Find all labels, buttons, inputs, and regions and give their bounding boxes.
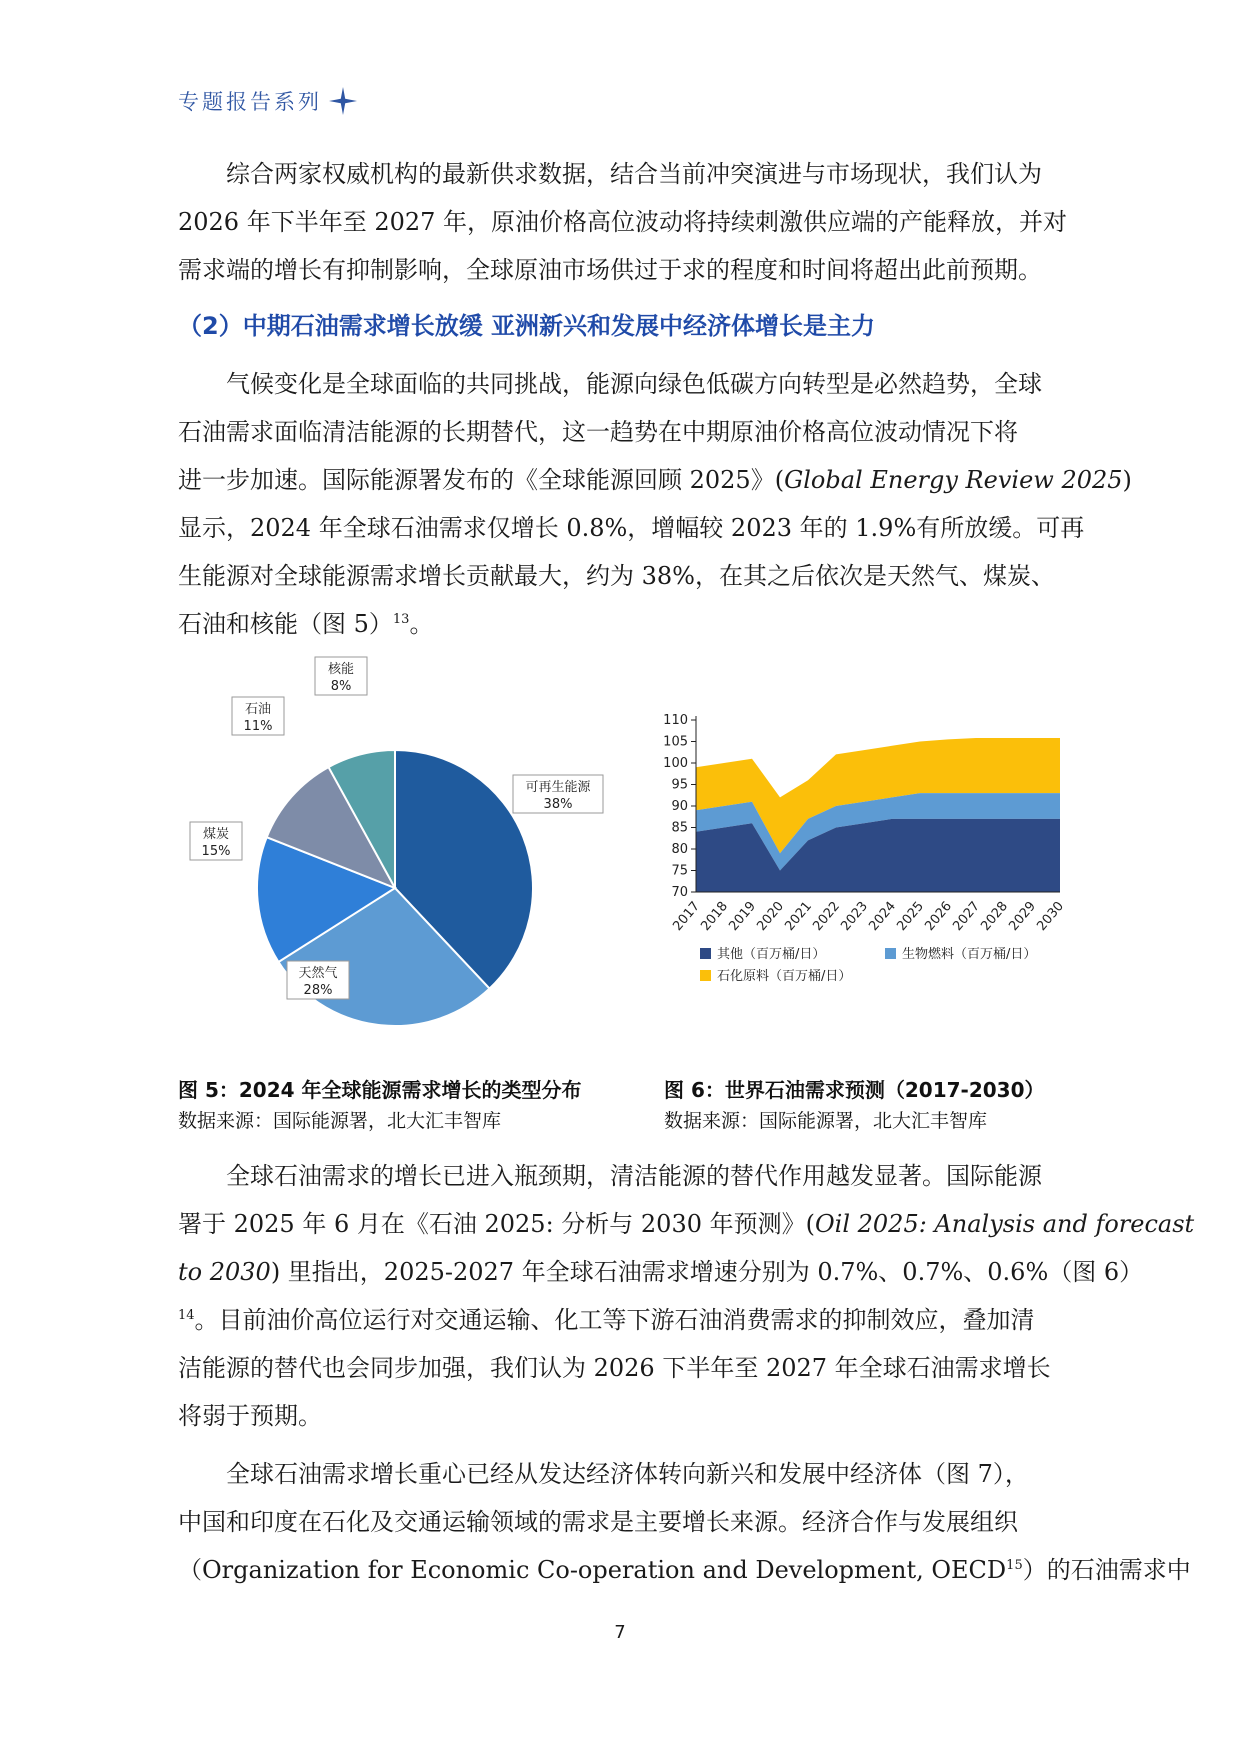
figure-5-source: 数据来源：国际能源署，北大汇丰智库 xyxy=(178,1110,502,1132)
x-tick-label: 2029 xyxy=(1006,898,1040,934)
legend-entry xyxy=(885,946,1036,962)
report-title-italic: Oil 2025: Analysis and forecast xyxy=(814,1210,1195,1238)
paragraph-1 xyxy=(178,150,1068,294)
series-title: 专题报告系列 xyxy=(178,90,322,114)
figure-6-caption: 图 6：世界石油需求预测（2017-2030） xyxy=(664,1078,1045,1102)
text-line: 将弱于预期。 xyxy=(178,1402,322,1430)
x-tick-label: 2024 xyxy=(866,898,900,934)
legend-label: 石化原料（百万桶/日） xyxy=(717,969,852,984)
pie-label xyxy=(190,822,242,860)
x-tick-label: 2017 xyxy=(670,898,704,934)
x-tick-label: 2025 xyxy=(894,898,928,934)
x-tick-label: 2021 xyxy=(782,898,816,934)
x-tick-label: 2027 xyxy=(950,898,984,934)
y-tick-label: 70 xyxy=(671,885,688,900)
text-line: 需求端的增长有抑制影响，全球原油市场供过于求的程度和时间将超出此前预期。 xyxy=(178,256,1042,284)
pie-label-name: 核能 xyxy=(327,662,355,677)
legend-entry xyxy=(700,968,851,984)
pie-label xyxy=(315,657,367,695)
text-line: 全球石油需求的增长已进入瓶颈期，清洁能源的替代作用越发显著。国际能源 xyxy=(226,1162,1042,1190)
text-line: 生能源对全球能源需求增长贡献最大，约为 38%，在其之后依次是天然气、煤炭、 xyxy=(178,562,1055,590)
report-title-italic: to 2030 xyxy=(178,1258,271,1286)
text-line: 2026 年下半年至 2027 年，原油价格高位波动将持续刺激供应端的产能释放，并对 xyxy=(178,208,1068,236)
pie-label xyxy=(232,697,284,735)
pie-label xyxy=(513,775,603,813)
pie-label-value: 28% xyxy=(303,983,333,998)
x-tick-label: 2023 xyxy=(838,898,872,934)
y-tick-label: 105 xyxy=(663,734,688,750)
paragraph-3 xyxy=(178,1152,1195,1440)
legend-swatch xyxy=(885,948,896,959)
pie-label-name: 石油 xyxy=(244,702,272,717)
y-tick-label: 80 xyxy=(671,842,688,857)
page-number: 7 xyxy=(614,1622,626,1643)
figure-5-caption: 图 5：2024 年全球能源需求增长的类型分布 xyxy=(178,1078,582,1102)
figure-6-source: 数据来源：国际能源署，北大汇丰智库 xyxy=(664,1110,988,1132)
x-tick-label: 2026 xyxy=(922,898,956,934)
text-line: 石油和核能（图 5）$^{13}$。 xyxy=(178,610,434,638)
paragraph-2 xyxy=(178,360,1132,648)
x-tick-label: 2018 xyxy=(698,898,732,934)
report-title-italic: Global Energy Review 2025 xyxy=(784,466,1123,494)
y-tick-label: 110 xyxy=(663,713,688,728)
legend-label: 生物燃料（百万桶/日） xyxy=(902,947,1037,962)
text-line: 洁能源的替代也会同步加强，我们认为 2026 下半年至 2027 年全球石油需求增长 xyxy=(178,1354,1051,1382)
legend-swatch xyxy=(700,970,711,981)
paragraph-4 xyxy=(178,1450,1191,1594)
text-line: 气候变化是全球面临的共同挑战，能源向绿色低碳方向转型是必然趋势，全球 xyxy=(226,370,1042,398)
pie-label-name: 煤炭 xyxy=(202,827,230,842)
legend-swatch xyxy=(700,948,711,959)
text-line: 显示，2024 年全球石油需求仅增长 0.8%，增幅较 2023 年的 1.9%有所放缓。可再 xyxy=(178,514,1085,542)
text-line: 综合两家权威机构的最新供求数据，结合当前冲突演进与市场现状，我们认为 xyxy=(226,160,1042,188)
pie-label xyxy=(287,961,349,999)
pie-label-name: 天然气 xyxy=(298,966,338,981)
section-heading: （2）中期石油需求增长放缓 亚洲新兴和发展中经济体增长是主力 xyxy=(178,312,876,340)
footnote-ref: 13 xyxy=(392,612,410,627)
y-tick-label: 95 xyxy=(671,777,688,793)
footnote-ref: 14 xyxy=(178,1308,195,1323)
report-header xyxy=(178,86,358,116)
pie-label-name: 可再生能源 xyxy=(525,780,591,795)
x-tick-label: 2028 xyxy=(978,898,1012,934)
text-line: 署于 2025 年 6 月在《石油 2025: 分析与 2030 年预测》(Oil 2025: Analysis and forecast xyxy=(178,1210,1195,1238)
text-line: 全球石油需求增长重心已经从发达经济体转向新兴和发展中经济体（图 7）， xyxy=(226,1460,1029,1488)
y-tick-label: 75 xyxy=(671,863,688,879)
pie-chart xyxy=(175,655,635,1060)
text-line: 石油需求面临清洁能源的长期替代，这一趋势在中期原油价格高位波动情况下将 xyxy=(178,418,1018,446)
star-icon xyxy=(328,86,358,116)
text-line: 进一步加速。国际能源署发布的《全球能源回顾 2025》(Global Energy Review 2025) xyxy=(178,466,1132,494)
footnote-ref: 15 xyxy=(1006,1558,1023,1573)
pie-label-value: 38% xyxy=(543,797,573,812)
text-line: 中国和印度在石化及交通运输领域的需求是主要增长来源。经济合作与发展组织 xyxy=(178,1508,1018,1536)
legend-entry xyxy=(700,946,825,962)
x-tick-label: 2019 xyxy=(726,898,760,934)
y-tick-label: 100 xyxy=(663,756,688,771)
x-tick-label: 2030 xyxy=(1034,898,1068,934)
pie-label-value: 8% xyxy=(330,679,352,694)
y-tick-label: 90 xyxy=(671,799,688,814)
legend-label: 其他（百万桶/日） xyxy=(717,947,826,962)
text-line: （Organization for Economic Co-operation and Development, OECD$^{15}$）的石油需求中 xyxy=(178,1556,1191,1584)
x-tick-label: 2022 xyxy=(810,898,844,934)
pie-label-value: 15% xyxy=(201,844,231,859)
text-line: $^{14}$。目前油价高位运行对交通运输、化工等下游石油消费需求的抑制效应，叠加清 xyxy=(178,1306,1035,1334)
y-tick-label: 85 xyxy=(671,820,688,836)
text-line: to 2030) 里指出，2025-2027 年全球石油需求增速分别为 0.7%、0.7%、0.6%（图 6） xyxy=(178,1258,1144,1286)
area-series xyxy=(696,819,1060,892)
x-tick-label: 2020 xyxy=(754,898,788,934)
area-chart xyxy=(650,700,1070,1050)
pie-label-value: 11% xyxy=(243,719,273,734)
